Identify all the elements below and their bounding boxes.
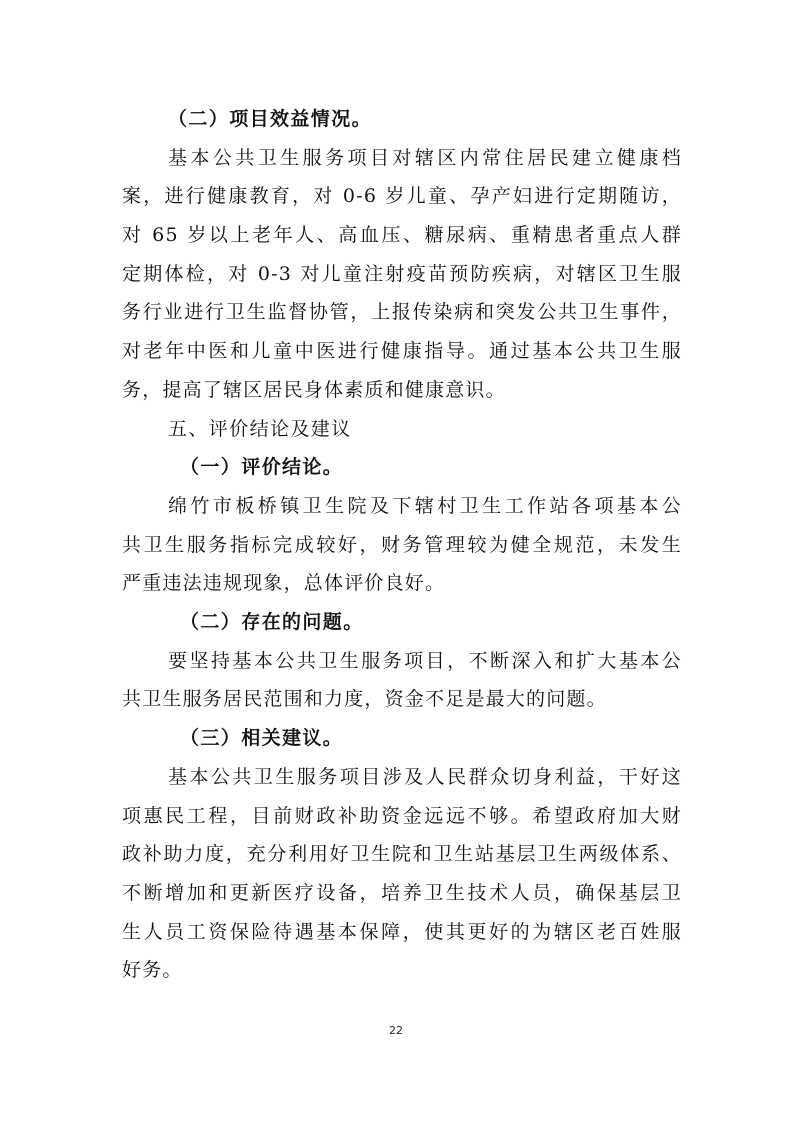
paragraph-line: 务行业进行卫生监督协管，上报传染病和突发公共卫生事件， (122, 301, 682, 324)
heading-conclusions-recommendations: 五、评价结论及建议 (168, 417, 352, 440)
heading-project-benefits: （二）项目效益情况。 (168, 108, 373, 130)
paragraph-line: 严重违法违规现象，总体评价良好。 (122, 572, 446, 595)
section-conclusions-recommendations (122, 410, 682, 449)
paragraph-line: 对老年中医和儿童中医进行健康指导。通过基本公共卫生服 (122, 340, 682, 363)
paragraph-line: 定期体检，对 0-3 对儿童注射疫苗预防疾病，对辖区卫生服 (122, 262, 682, 285)
heading-evaluation-conclusion: （一）评价结论。 (180, 456, 344, 479)
paragraph-line: 生人员工资保险待遇基本保障，使其更好的为辖区老百姓服 (122, 920, 682, 943)
paragraph-line: 政补助力度，充分利用好卫生院和卫生站基层卫生两级体系、 (122, 843, 682, 866)
section-project-benefits (122, 100, 682, 410)
paragraph-line: 项惠民工程，目前财政补助资金远远不够。希望政府加大财 (122, 804, 682, 827)
paragraph-line: 共卫生服务居民范围和力度，资金不足是最大的问题。 (122, 688, 607, 711)
paragraph-line: 对 65 岁以上老年人、高血压、糖尿病、重精患者重点人群 (122, 224, 682, 247)
heading-existing-problems: （二）存在的问题。 (180, 611, 364, 634)
paragraph-line: 案，进行健康教育，对 0-6 岁儿童、孕产妇进行定期随访， (122, 185, 682, 208)
section-related-recommendations (122, 719, 682, 990)
paragraph-line: 基本公共卫生服务项目涉及人民群众切身利益，干好这 (168, 765, 682, 788)
page-number: 22 (389, 1024, 403, 1037)
section-existing-problems (122, 603, 682, 719)
paragraph-line: 好务。 (122, 959, 183, 982)
paragraph-line: 基本公共卫生服务项目对辖区内常住居民建立健康档 (168, 146, 682, 169)
paragraph-line: 不断增加和更新医疗设备，培养卫生技术人员，确保基层卫 (122, 881, 682, 904)
paragraph-line: 共卫生服务指标完成较好，财务管理较为健全规范，未发生 (122, 533, 682, 556)
paragraph-line: 务，提高了辖区居民身体素质和健康意识。 (122, 378, 506, 401)
section-evaluation-conclusion (122, 448, 682, 603)
paragraph-line: 绵竹市板桥镇卫生院及下辖村卫生工作站各项基本公 (168, 494, 682, 517)
paragraph-line: 要坚持基本公共卫生服务项目，不断深入和扩大基本公 (168, 649, 682, 672)
heading-related-recommendations: （三）相关建议。 (180, 727, 344, 750)
